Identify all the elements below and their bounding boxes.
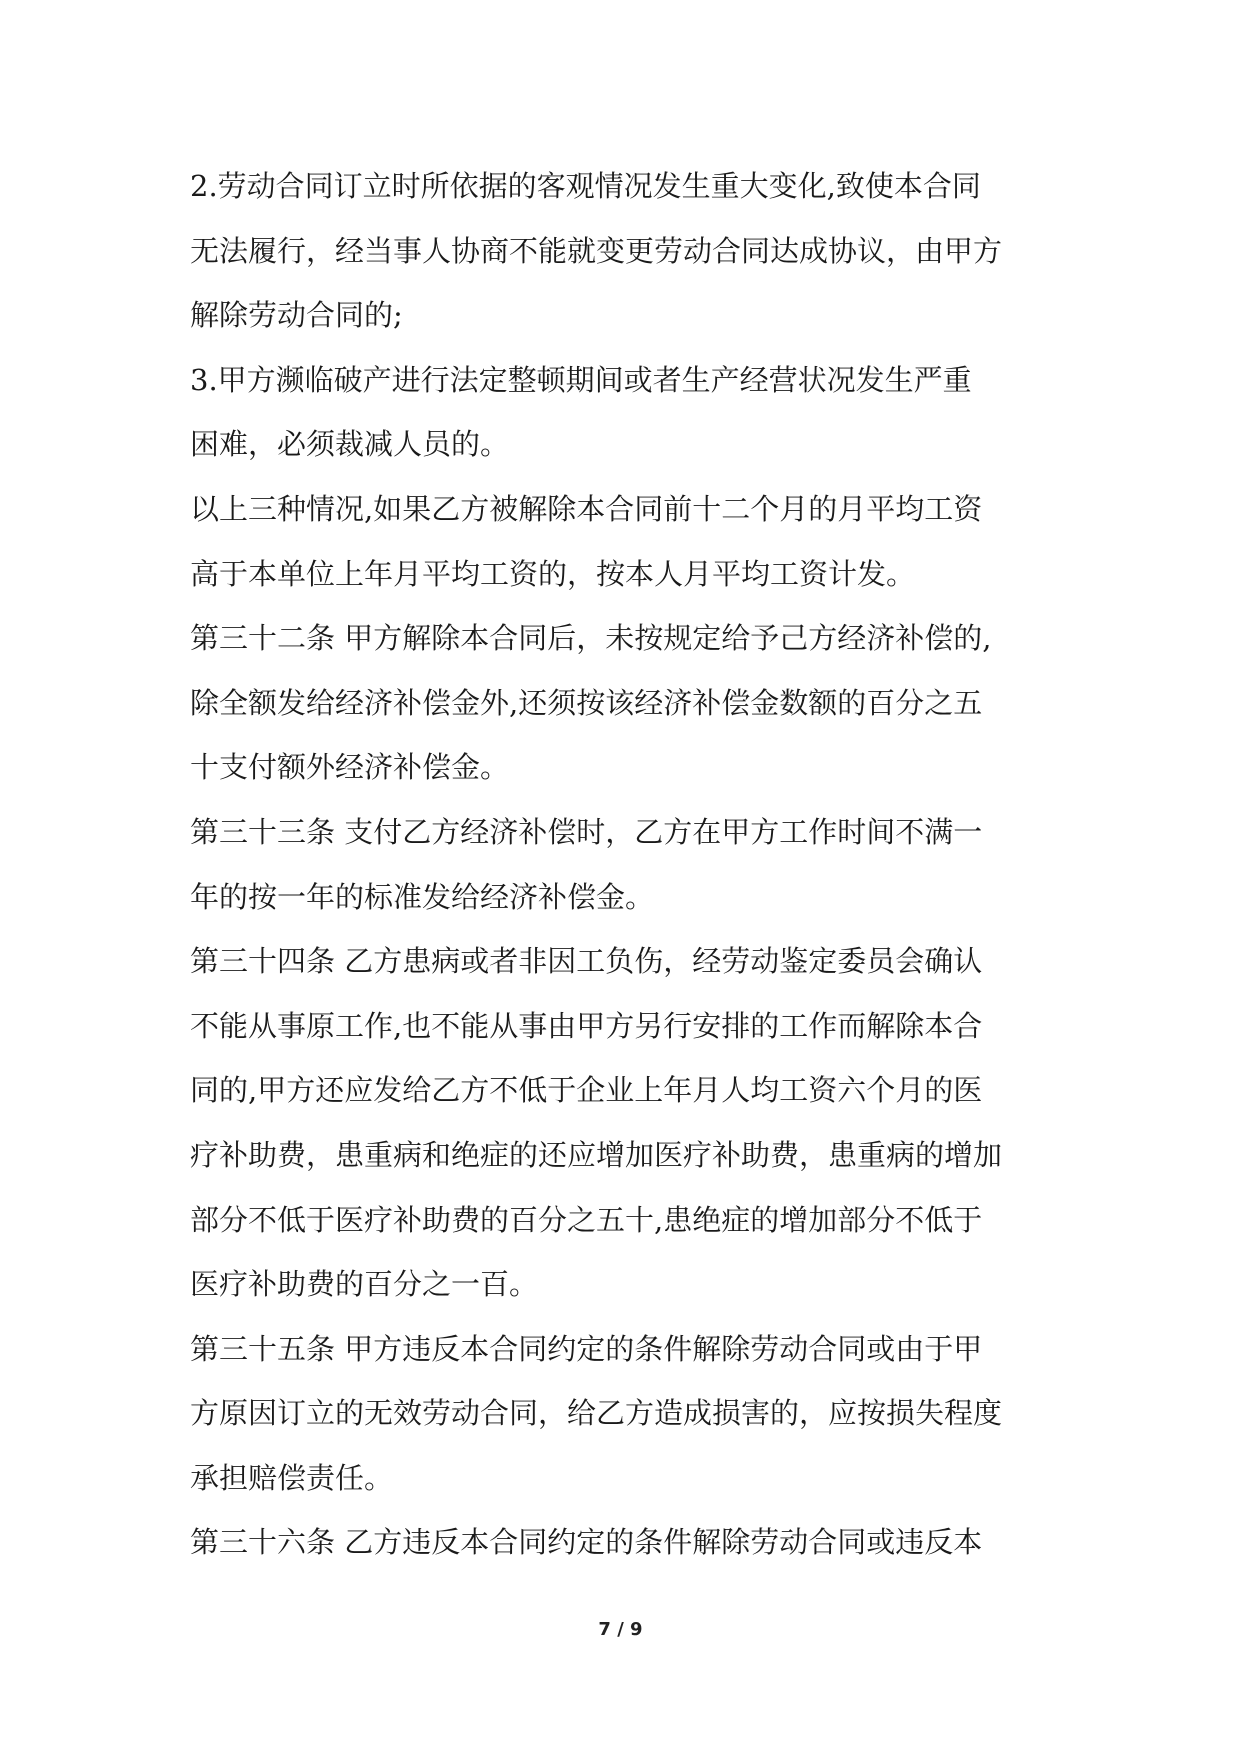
text-line: 医疗补助费的百分之一百。 <box>190 1267 539 1302</box>
text-line: 不能从事原工作,也不能从事由甲方另行安排的工作而解除本合 <box>190 1008 983 1043</box>
text-line: 第三十三条 支付乙方经济补偿时，乙方在甲方工作时间不满一 <box>190 814 983 849</box>
text-line: 解除劳动合同的; <box>190 298 403 333</box>
text-line: 2.劳动合同订立时所依据的客观情况发生重大变化,致使本合同 <box>190 169 981 203</box>
text-line: 十支付额外经济补偿金。 <box>190 750 510 785</box>
text-line: 疗补助费，患重病和绝症的还应增加医疗补助费，患重病的增加 <box>190 1137 1003 1172</box>
text-line: 承担赔偿责任。 <box>190 1460 394 1495</box>
text-line: 年的按一年的标准发给经济补偿金。 <box>190 879 655 914</box>
text-line: 第三十六条 乙方违反本合同约定的条件解除劳动合同或违反本 <box>190 1525 983 1560</box>
text-line: 困难，必须裁减人员的。 <box>190 427 510 462</box>
text-line: 第三十五条 甲方违反本合同约定的条件解除劳动合同或由于甲 <box>190 1331 983 1366</box>
text-line: 部分不低于医疗补助费的百分之五十,患绝症的增加部分不低于 <box>190 1202 983 1237</box>
text-line: 以上三种情况,如果乙方被解除本合同前十二个月的月平均工资 <box>190 491 983 526</box>
text-line: 3.甲方濒临破产进行法定整顿期间或者生产经营状况发生严重 <box>190 362 972 397</box>
text-line: 第三十二条 甲方解除本合同后，未按规定给予己方经济补偿的, <box>190 621 992 656</box>
text-line: 高于本单位上年月平均工资的，按本人月平均工资计发。 <box>190 556 916 591</box>
text-line: 无法履行，经当事人协商不能就变更劳动合同达成协议，由甲方 <box>190 233 1003 268</box>
page-number: 7 / 9 <box>598 1619 643 1640</box>
text-line: 第三十四条 乙方患病或者非因工负伤，经劳动鉴定委员会确认 <box>190 944 983 979</box>
text-line: 除全额发给经济补偿金外,还须按该经济补偿金数额的百分之五 <box>190 685 983 720</box>
text-line: 同的,甲方还应发给乙方不低于企业上年月人均工资六个月的医 <box>190 1073 983 1108</box>
text-line: 方原因订立的无效劳动合同，给乙方造成损害的，应按损失程度 <box>190 1396 1003 1431</box>
document-body <box>190 154 1070 1575</box>
